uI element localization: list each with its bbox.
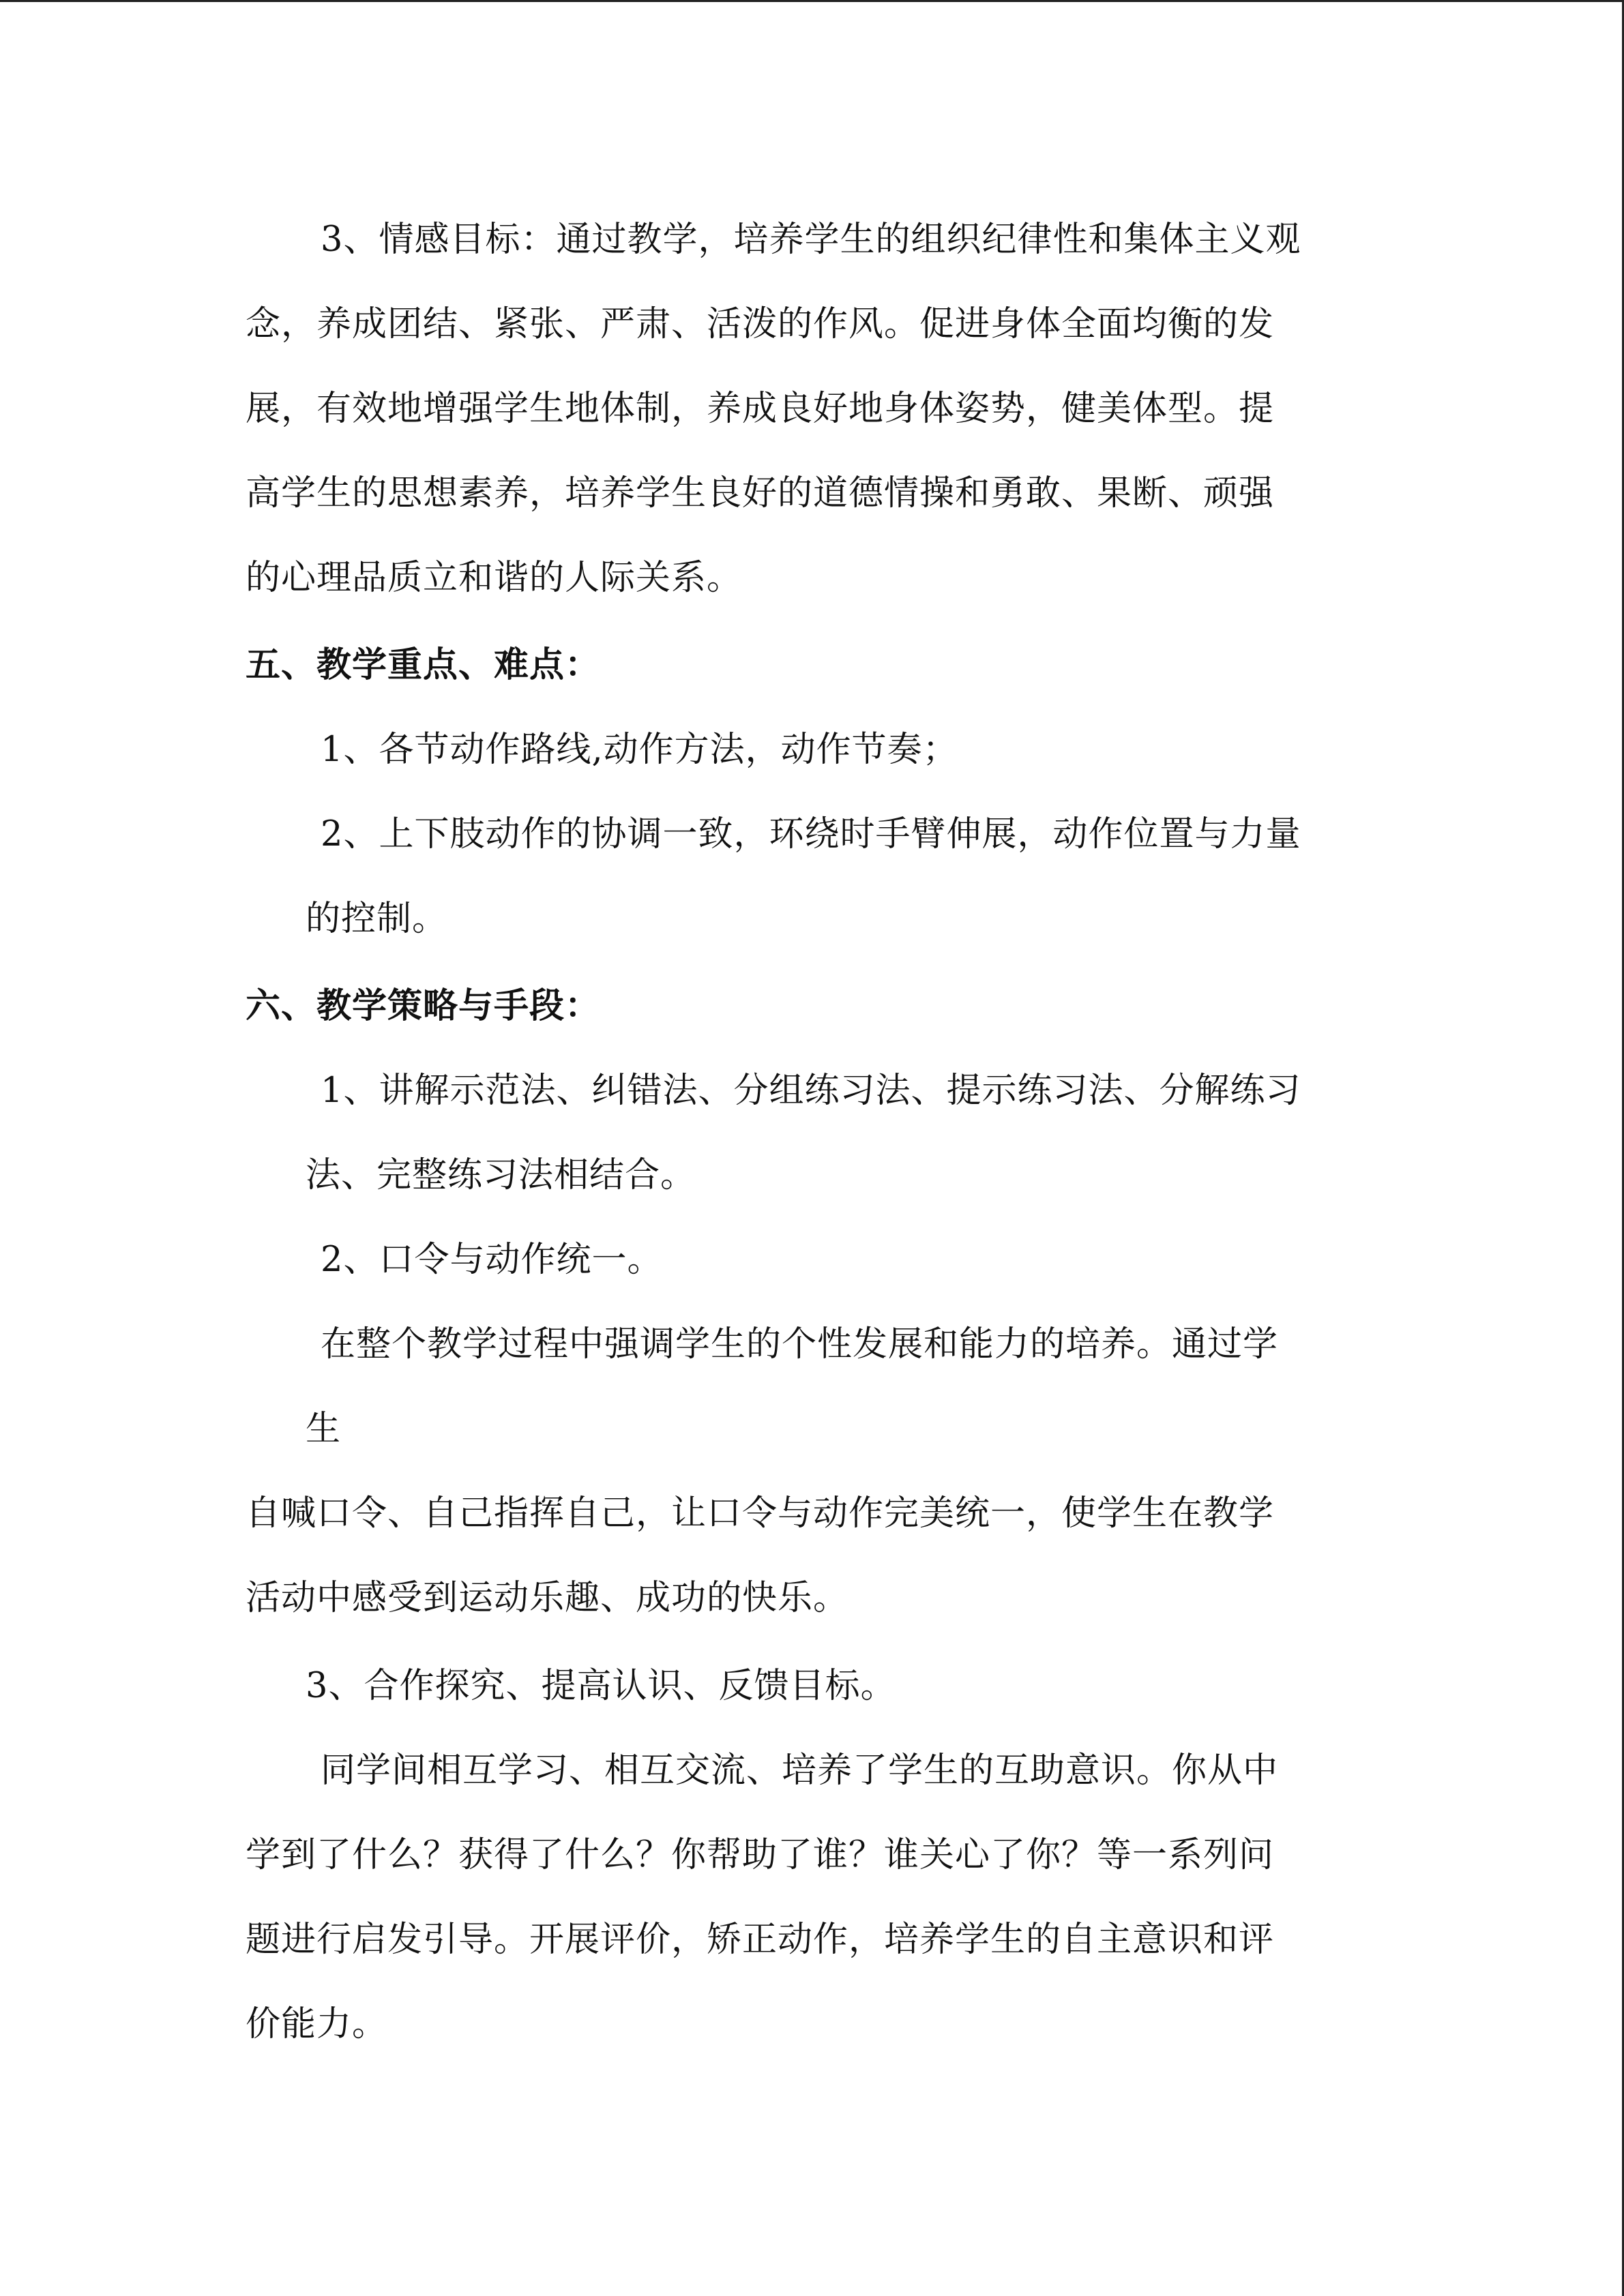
paragraph-line: 高学生的思想素养，培养学生良好的道德情操和勇敢、果断、顽强: [246, 473, 1275, 513]
paragraph-line: 念，养成团结、紧张、严肃、活泼的作风。促进身体全面均衡的发: [246, 304, 1275, 344]
paragraph-line: 3、情感目标：通过教学，培养学生的组织纪律性和集体主义观: [321, 220, 1301, 260]
list-item: 1、各节动作路线,动作方法，动作节奏；: [321, 730, 958, 770]
section-heading-5: 五、教学重点、难点：: [246, 645, 601, 685]
list-item: 2、口令与动作统一。: [321, 1240, 663, 1280]
list-item-continuation: 法、完整练习法相结合。: [306, 1155, 696, 1195]
list-item: 1、讲解示范法、纠错法、分组练习法、提示练习法、分解练习: [321, 1071, 1301, 1111]
paragraph-line: 题进行启发引导。开展评价，矫正动作，培养学生的自主意识和评: [246, 1920, 1275, 1960]
list-item-continuation: 的控制。: [306, 899, 448, 939]
paragraph-line: 自喊口令、自己指挥自己，让口令与动作完美统一，使学生在教学: [246, 1493, 1275, 1534]
paragraph-line: 生: [306, 1409, 342, 1449]
list-item: 3、合作探究、提高认识、反馈目标。: [306, 1666, 896, 1706]
page-top-border: [0, 0, 1624, 2]
paragraph-line: 活动中感受到运动乐趣、成功的快乐。: [246, 1578, 849, 1618]
section-heading-6: 六、教学策略与手段：: [246, 986, 601, 1026]
paragraph-line: 展，有效地增强学生地体制，养成良好地身体姿势，健美体型。提: [246, 389, 1275, 429]
paragraph-line: 同学间相互学习、相互交流、培养了学生的互助意识。你从中: [321, 1750, 1279, 1791]
paragraph-line: 在整个教学过程中强调学生的个性发展和能力的培养。通过学: [321, 1324, 1279, 1365]
paragraph-line: 学到了什么？获得了什么？你帮助了谁？谁关心了你？等一系列问: [246, 1835, 1275, 1875]
list-item: 2、上下肢动作的协调一致，环绕时手臂伸展，动作位置与力量: [321, 814, 1301, 854]
paragraph-line: 的心理品质立和谐的人际关系。: [246, 558, 743, 598]
paragraph-line: 价能力。: [246, 2004, 388, 2044]
